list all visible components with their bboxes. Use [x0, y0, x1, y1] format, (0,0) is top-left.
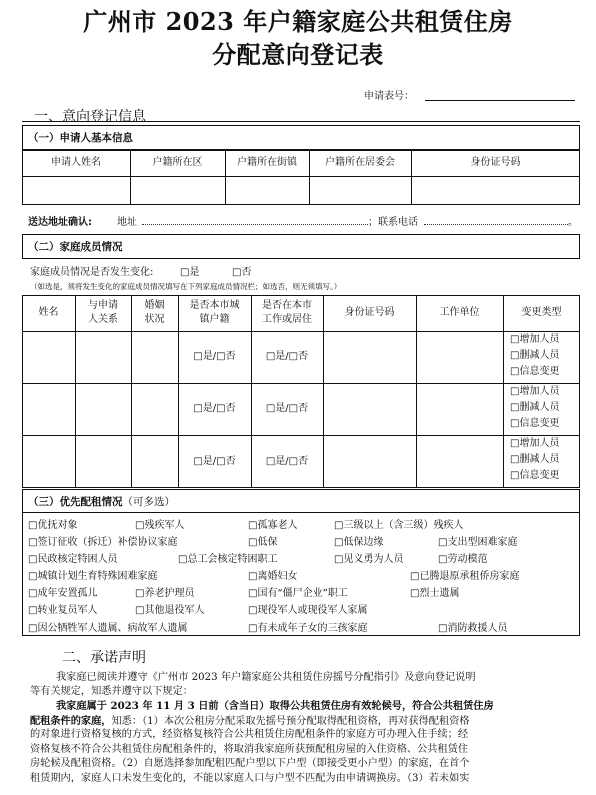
work-live-checkbox[interactable]: □是/□否 [265, 351, 309, 362]
remove-member-checkbox[interactable]: □删减人员 [510, 350, 560, 361]
priority-option[interactable]: □见义勇为人员 [334, 554, 404, 565]
info-change-checkbox[interactable]: □信息变更 [510, 470, 560, 481]
priority-option[interactable]: □总工会核定特困职工 [178, 554, 278, 565]
promise-bold-tail: 配租条件的家庭， [30, 715, 112, 727]
form-title-line2: 分配意向登记表 [212, 40, 384, 69]
work-live-checkbox[interactable]: □是/□否 [265, 403, 309, 414]
priority-option[interactable]: □签订征收（拆迁）补偿协议家庭 [28, 537, 178, 548]
remove-member-checkbox[interactable]: □删减人员 [510, 402, 560, 413]
col-household-committee: 户籍所在居委会 [325, 157, 395, 168]
promise-line-7: 租赁期内，家庭人口未发生变化的，不能以家庭人口与户型不匹配为由申请调换房。（3）若未如实 [30, 773, 470, 784]
col-applicant-name: 申请人姓名 [51, 157, 101, 168]
household-district-input[interactable] [130, 177, 225, 205]
section-divider [22, 121, 580, 122]
promise-line-3-rest: 知悉：（1）本次公租房分配采取先摇号预分配取得配租资格，再对获得配租资格 [111, 716, 470, 727]
add-member-checkbox[interactable]: □增加人员 [510, 438, 560, 449]
priority-option[interactable]: □有未成年子女的三孩家庭 [248, 623, 368, 634]
priority-option[interactable]: □转业复员军人 [28, 605, 98, 616]
form-title-line1: 广州市 2023 年户籍家庭公共租赁住房 [83, 7, 513, 36]
priority-option[interactable]: □三级以上（含三级）残疾人 [334, 520, 464, 531]
priority-option[interactable]: □离婚妇女 [248, 571, 298, 582]
address-end: 。 [568, 217, 578, 228]
info-change-checkbox[interactable]: □信息变更 [510, 418, 560, 429]
part3-heading-text: （三）优先配租情况 [28, 496, 123, 508]
add-member-checkbox[interactable]: □增加人员 [510, 386, 560, 397]
priority-option[interactable]: □低保边缘 [334, 537, 384, 548]
col-marital: 婚姻 状况 [144, 300, 165, 325]
priority-option[interactable]: □养老护理员 [135, 588, 195, 599]
urban-hukou-checkbox[interactable]: □是/□否 [193, 351, 236, 362]
col-change-type: 变更类型 [521, 307, 562, 318]
work-live-checkbox[interactable]: □是/□否 [265, 455, 309, 467]
col-household-district: 户籍所在区 [152, 157, 203, 168]
priority-option[interactable]: □支出型困难家庭 [438, 537, 518, 548]
priority-option[interactable]: □烈士遗属 [410, 588, 460, 599]
member-change-note: （如选是，须将发生变化的家庭成员情况填写在下列家庭成员情况栏；如选否，则无须填写。） [30, 282, 342, 291]
household-committee-input[interactable] [309, 177, 411, 205]
applicant-name-input[interactable] [22, 177, 130, 205]
priority-option[interactable]: □国有“僵尸企业”职工 [248, 588, 348, 599]
promise-bold-line: 我家庭属于 2023 年 11 月 3 日前（含当日）取得公共租赁住房有效轮候号，符合公共租赁住房 [56, 700, 494, 712]
phone-input[interactable] [424, 224, 568, 225]
application-number-field[interactable] [425, 100, 575, 101]
col-employer: 工作单位 [439, 307, 480, 318]
change-type-group [510, 332, 559, 380]
promise-line-6: 房轮候及配租资格。（2）自愿选择参加配租匹配户型以下户型（即接受更小户型）的家庭，在首个 [30, 758, 470, 769]
priority-option[interactable]: □已腾退原承租侨房家庭 [410, 571, 520, 582]
promise-line-2: 等有关规定，知悉并遵守以下规定： [30, 686, 193, 697]
priority-option[interactable]: □残疾军人 [135, 520, 185, 531]
priority-option[interactable]: □城镇计划生育特殊困难家庭 [28, 571, 158, 582]
col-relation: 与申请 人关系 [88, 300, 118, 325]
priority-option[interactable]: □其他退役军人 [135, 605, 205, 616]
col-id-number: 身份证号码 [470, 157, 521, 168]
priority-option[interactable]: □消防救援人员 [438, 623, 508, 634]
address-input[interactable] [142, 224, 368, 225]
urban-hukou-checkbox[interactable]: □是/□否 [193, 455, 236, 467]
priority-option[interactable]: □因公牺牲军人遗属、病故军人遗属 [28, 623, 188, 634]
change-type-group [510, 384, 559, 432]
application-number-label: 申请表号： [364, 91, 414, 102]
household-street-input[interactable] [225, 177, 309, 205]
phone-label: ；联系电话 [368, 217, 418, 228]
urban-hukou-checkbox[interactable]: □是/□否 [193, 403, 236, 414]
part2-heading: （二）家庭成员情况 [28, 241, 123, 253]
priority-option[interactable]: □民政核定特困人员 [28, 554, 118, 565]
priority-option[interactable]: □孤寡老人 [248, 520, 298, 531]
change-no-checkbox[interactable]: □否 [232, 267, 252, 278]
change-yes-checkbox[interactable]: □是 [180, 267, 200, 278]
row-divider [22, 512, 580, 513]
part3-heading [28, 494, 175, 509]
address-label: 地址 [117, 217, 137, 228]
promise-line-4: 的对象进行资格复核的方式，经资格复核符合公共租赁住房配租条件的家庭方可办理入住手续；经 [30, 729, 469, 740]
remove-member-checkbox[interactable]: □删减人员 [510, 454, 560, 465]
change-type-group [510, 436, 559, 484]
col-member-id: 身份证号码 [344, 307, 395, 318]
col-work-live: 是否在本市 工作或居住 [262, 300, 312, 325]
priority-option[interactable]: □现役军人或现役军人家属 [248, 605, 368, 616]
col-member-name: 姓名 [38, 307, 59, 318]
col-urban-hukou: 是否本市城 镇户籍 [189, 300, 240, 325]
part3-heading-note: （可多选） [122, 496, 175, 508]
section-intent-registration: 一、意向登记信息 [34, 109, 146, 125]
priority-option[interactable]: □优抚对象 [28, 520, 78, 531]
delivery-address-label: 送达地址确认: [28, 217, 92, 228]
priority-option[interactable]: □低保 [248, 537, 278, 548]
col-household-street: 户籍所在街镇 [237, 157, 297, 168]
priority-option[interactable]: □劳动模范 [438, 554, 488, 565]
member-change-question: 家庭成员情况是否发生变化: [30, 267, 154, 278]
part1-heading: （一）申请人基本信息 [28, 132, 133, 144]
add-member-checkbox[interactable]: □增加人员 [510, 334, 560, 345]
info-change-checkbox[interactable]: □信息变更 [510, 366, 560, 377]
promise-line-5: 资格复核不符合公共租赁住房配租条件的，将取消我家庭所获预配租房屋的入住资格、公共租赁住 [30, 744, 469, 755]
priority-option[interactable]: □成年安置孤儿 [28, 588, 98, 599]
promise-line-1: 我家庭已阅读并遵守《广州市 2023 年户籍家庭公共租赁住房摇号分配指引》及意向登记说明 [56, 672, 476, 683]
section-promise: 二、承诺声明 [62, 650, 146, 666]
id-number-input[interactable] [411, 177, 580, 205]
